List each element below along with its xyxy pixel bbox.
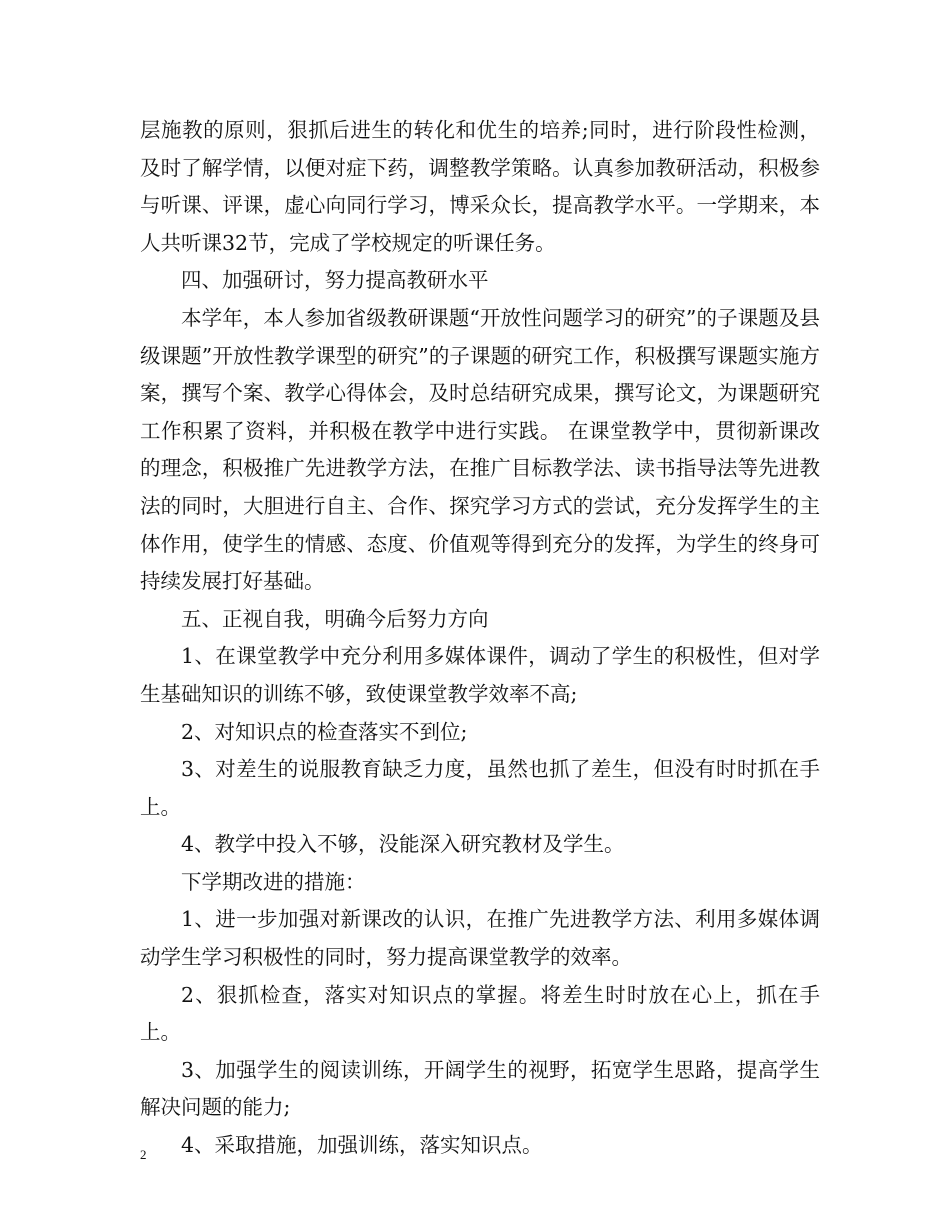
page-number: 2 <box>140 1147 147 1162</box>
list-item-measure-3: 3、加强学生的阅读训练，开阔学生的视野，拓宽学生思路，提高学生解决问题的能力; <box>140 1057 820 1120</box>
body-text <box>140 112 820 1165</box>
paragraph-research: 本学年，本人参加省级教研课题“开放性问题学习的研究”的子课题及县级课题”开放性教学课型的研究”的子课题的研究工作，积极撰写课题实施方案，撰写个案、教学心得体会，及时总结研究成果，撰写论文，为课题研究工作积累了资料，并积极在教学中进行实践。 在课堂教学中，贯彻新课改的理念，积极推广先进教学方法，在推广目标教学法、读书指导法等先进教法的同时，大胆进行自主、合作、探究学习方式的尝试，充分发挥学生的主体作用，使学生的情感、态度、价值观等得到充分的发挥，为学生的终身可持续发展打好基础。 <box>140 305 820 594</box>
list-item-shortcoming-2: 2、对知识点的检查落实不到位; <box>181 719 468 744</box>
list-item-shortcoming-3: 3、对差生的说服教育缺乏力度，虽然也抓了差生，但没有时时抓在手上。 <box>140 757 820 819</box>
list-item-measure-1: 1、进一步加强对新课改的认识，在推广先进教学方法、利用多媒体调动学生学习积极性的同时，努力提高课堂教学的效率。 <box>140 907 820 970</box>
measures-heading: 下学期改进的措施： <box>181 869 366 894</box>
list-item-shortcoming-1: 1、在课堂教学中充分利用多媒体课件，调动了学生的积极性，但对学生基础知识的训练不够，致使课堂教学效率不高; <box>140 644 820 706</box>
list-item-measure-4: 4、采取措施，加强训练，落实知识点。 <box>181 1133 543 1158</box>
paragraph-continuation: 层施教的原则，狠抓后进生的转化和优生的培养;同时，进行阶段性检测，及时了解学情，以便对症下药，调整教学策略。认真参加教研活动，积极参与听课、评课，虚心向同行学习，博采众长，提高教学水平。一学期来，本人共听课32节，完成了学校规定的听课任务。 <box>140 118 820 255</box>
section-heading-4: 四、加强研讨，努力提高教研水平 <box>181 268 489 293</box>
section-heading-5: 五、正视自我，明确今后努力方向 <box>181 606 489 631</box>
list-item-shortcoming-4: 4、教学中投入不够，没能深入研究教材及学生。 <box>181 832 625 857</box>
list-item-measure-2: 2、狠抓检查，落实对知识点的掌握。将差生时时放在心上，抓在手上。 <box>140 982 820 1045</box>
